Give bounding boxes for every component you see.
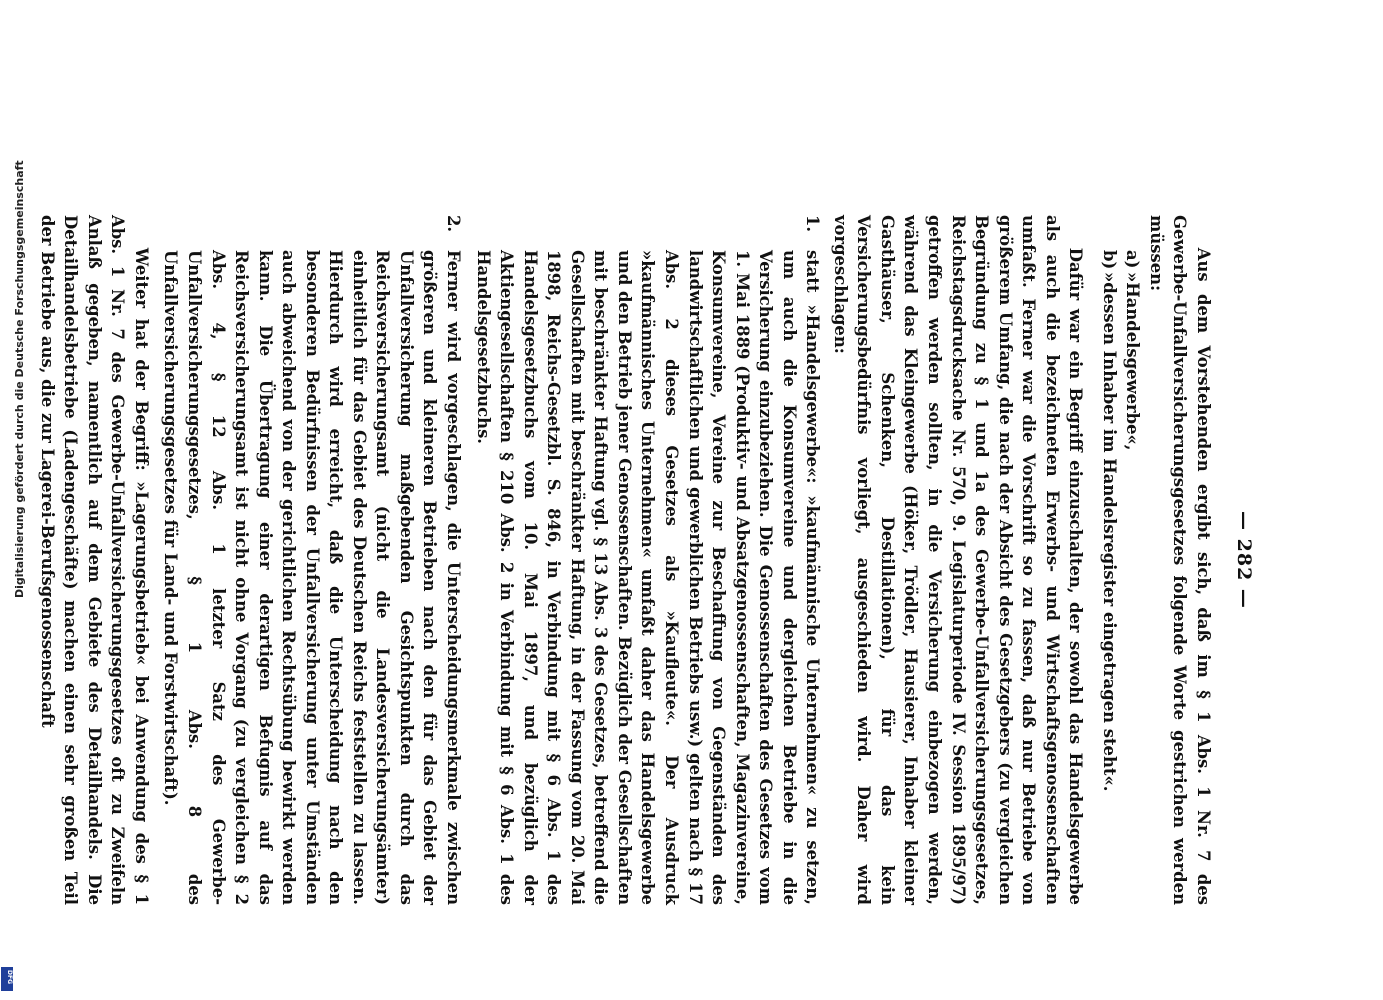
numbered-item-1	[471, 215, 824, 905]
dfg-logo-text: DFG	[6, 970, 13, 985]
numbered-item-2-label: 2.	[444, 215, 464, 233]
digitization-credit-strip	[0, 0, 26, 1000]
list-item-b-label: b)	[1099, 250, 1119, 270]
spacer	[1087, 215, 1097, 905]
list-item-a-text: »Handelsgewerbe«,	[1123, 272, 1143, 451]
numbered-item-1-text: statt »Handelsgewerbe«: »kaufmännische Unternehmen« zu setzen, um auch die Konsumvereine und dergleichen Betriebe in die Versicherung einzubeziehen. Die Genossenschaften des Gesetzes vom 1. Mai 1889 (Produktiv- und Absatzgenossenschaften, Magazinvereine, Konsumvereine, Vereine zur Beschaffung von Gegenständen des landwirtschaftlichen und gewerblichen Betriebs usw.) gelten nach § 17 Abs. 2 dieses Gesetzes als »Kaufleute«. Der Ausdruck »kaufmännisches Unternehmen« umfaßt daher das Handelsgewerbe und den Betrieb jener Genossenschaften. Bezüglich der Gesellschaften mit beschränkter Haftung vgl. § 13 Abs. 3 des Gesetzes, betreffend die Gesellschaften mit beschränkter Haftung, in der Fassung vom 20. Mai 1898, Reichs-Gesetzbl. S. 846, in Verbindung mit § 6 Abs. 1 des Handelsgesetzbuchs vom 10. Mai 1897, und bezüglich der Aktiengesellschaften § 210 Abs. 2 in Verbindung mit § 6 Abs. 1 des Handelsgesetzbuchs.	[473, 250, 823, 905]
list-item-b-text: »dessen Inhaber im Handelsregister eingetragen steht«.	[1099, 272, 1119, 792]
numbered-item-2	[159, 215, 465, 905]
page-number: — 282 —	[1233, 511, 1255, 609]
paragraph-intro: Aus dem Vorstehenden ergibt sich, daß im § 1 Abs. 1 Nr. 7 des Gewerbe-Unfallversicherungsgesetzes folgende Worte gestrichen werden müssen:	[1146, 215, 1213, 905]
page-body	[35, 215, 1215, 905]
list-item-a	[1121, 250, 1145, 905]
list-item-a-label: a)	[1123, 250, 1143, 269]
paragraph-lagerungsbetrieb: Weiter hat der Begriff: »Lagerungsbetrieb« bei Anwendung des § 1 Abs. 1 Nr. 7 des Gewerbe-Unfallversicherungsgesetzes oft zu Zweifeln Anlaß gegeben, namentlich auf dem Gebiete des Detailhandels. Die Detailhandelsbetriebe (Ladengeschäfte) machen einen sehr großen Teil der Betriebe aus, die zur Lagerei-Berufsgenossenschaft	[37, 215, 151, 905]
digitization-credit: Digitalisierung gefördert durch die Deutsche Forschungsgemeinschaft	[13, 160, 26, 598]
numbered-item-1-label: 1.	[803, 215, 823, 233]
dfg-logo-icon	[1, 967, 13, 991]
list-item-b	[1097, 250, 1121, 905]
numbered-item-2-text: Ferner wird vorgeschlagen, die Unterscheidungsmerkmale zwischen größeren und kleineren Betrieben nach den für das Gebiet der Unfallversicherung maßgebenden Gesichtspunkten durch das Reichsversicherungsamt (nicht die Landesversicherungsämter) einheitlich für das Gebiet des Deutschen Reichs feststellen zu lassen. Hierdurch wird erreicht, daß die Unterscheidung nach den besonderen Bedürfnissen der Unfallversicherung unter Umständen auch abweichend von der gerichtlichen Rechtsübung bewirkt werden kann. Die Übertragung einer derartigen Befugnis auf das Reichsversicherungsamt ist nicht ohne Vorgang (zu vergleichen § 2 Abs. 4, § 12 Abs. 1 letzter Satz des Gewerbe-Unfallversicherungsgesetzes, § 1 Abs. 8 des Unfallversicherungsgesetzes für Land- und Forstwirtschaft).	[161, 250, 464, 905]
rotated-book-page	[37, 215, 1255, 905]
paragraph-begriff: Dafür war ein Begriff einzuschalten, der sowohl das Handelsgewerbe als auch die bezeichneten Erwerbs- und Wirtschaftsgenossenschaften umfaßt. Ferner war die Vorschrift so zu fassen, daß nur Betriebe von größerem Umfang, die nach der Absicht des Gesetzgebers (zu vergleichen Begründung zu § 1 und 1a des Gewerbe-Unfallversicherungsgesetzes, Reichstagsdrucksache Nr. 570, 9. Legislaturperiode IV. Session 1895/97) getroffen werden sollten, in die Versicherung einbezogen werden, während das Kleingewerbe (Höker, Trödler, Hausierer, Inhaber kleiner Gasthäuser, Schenken, Destillationen), für das kein Versicherungsbedürfnis vorliegt, ausgeschieden wird. Daher wird vorgeschlagen:	[830, 215, 1086, 905]
